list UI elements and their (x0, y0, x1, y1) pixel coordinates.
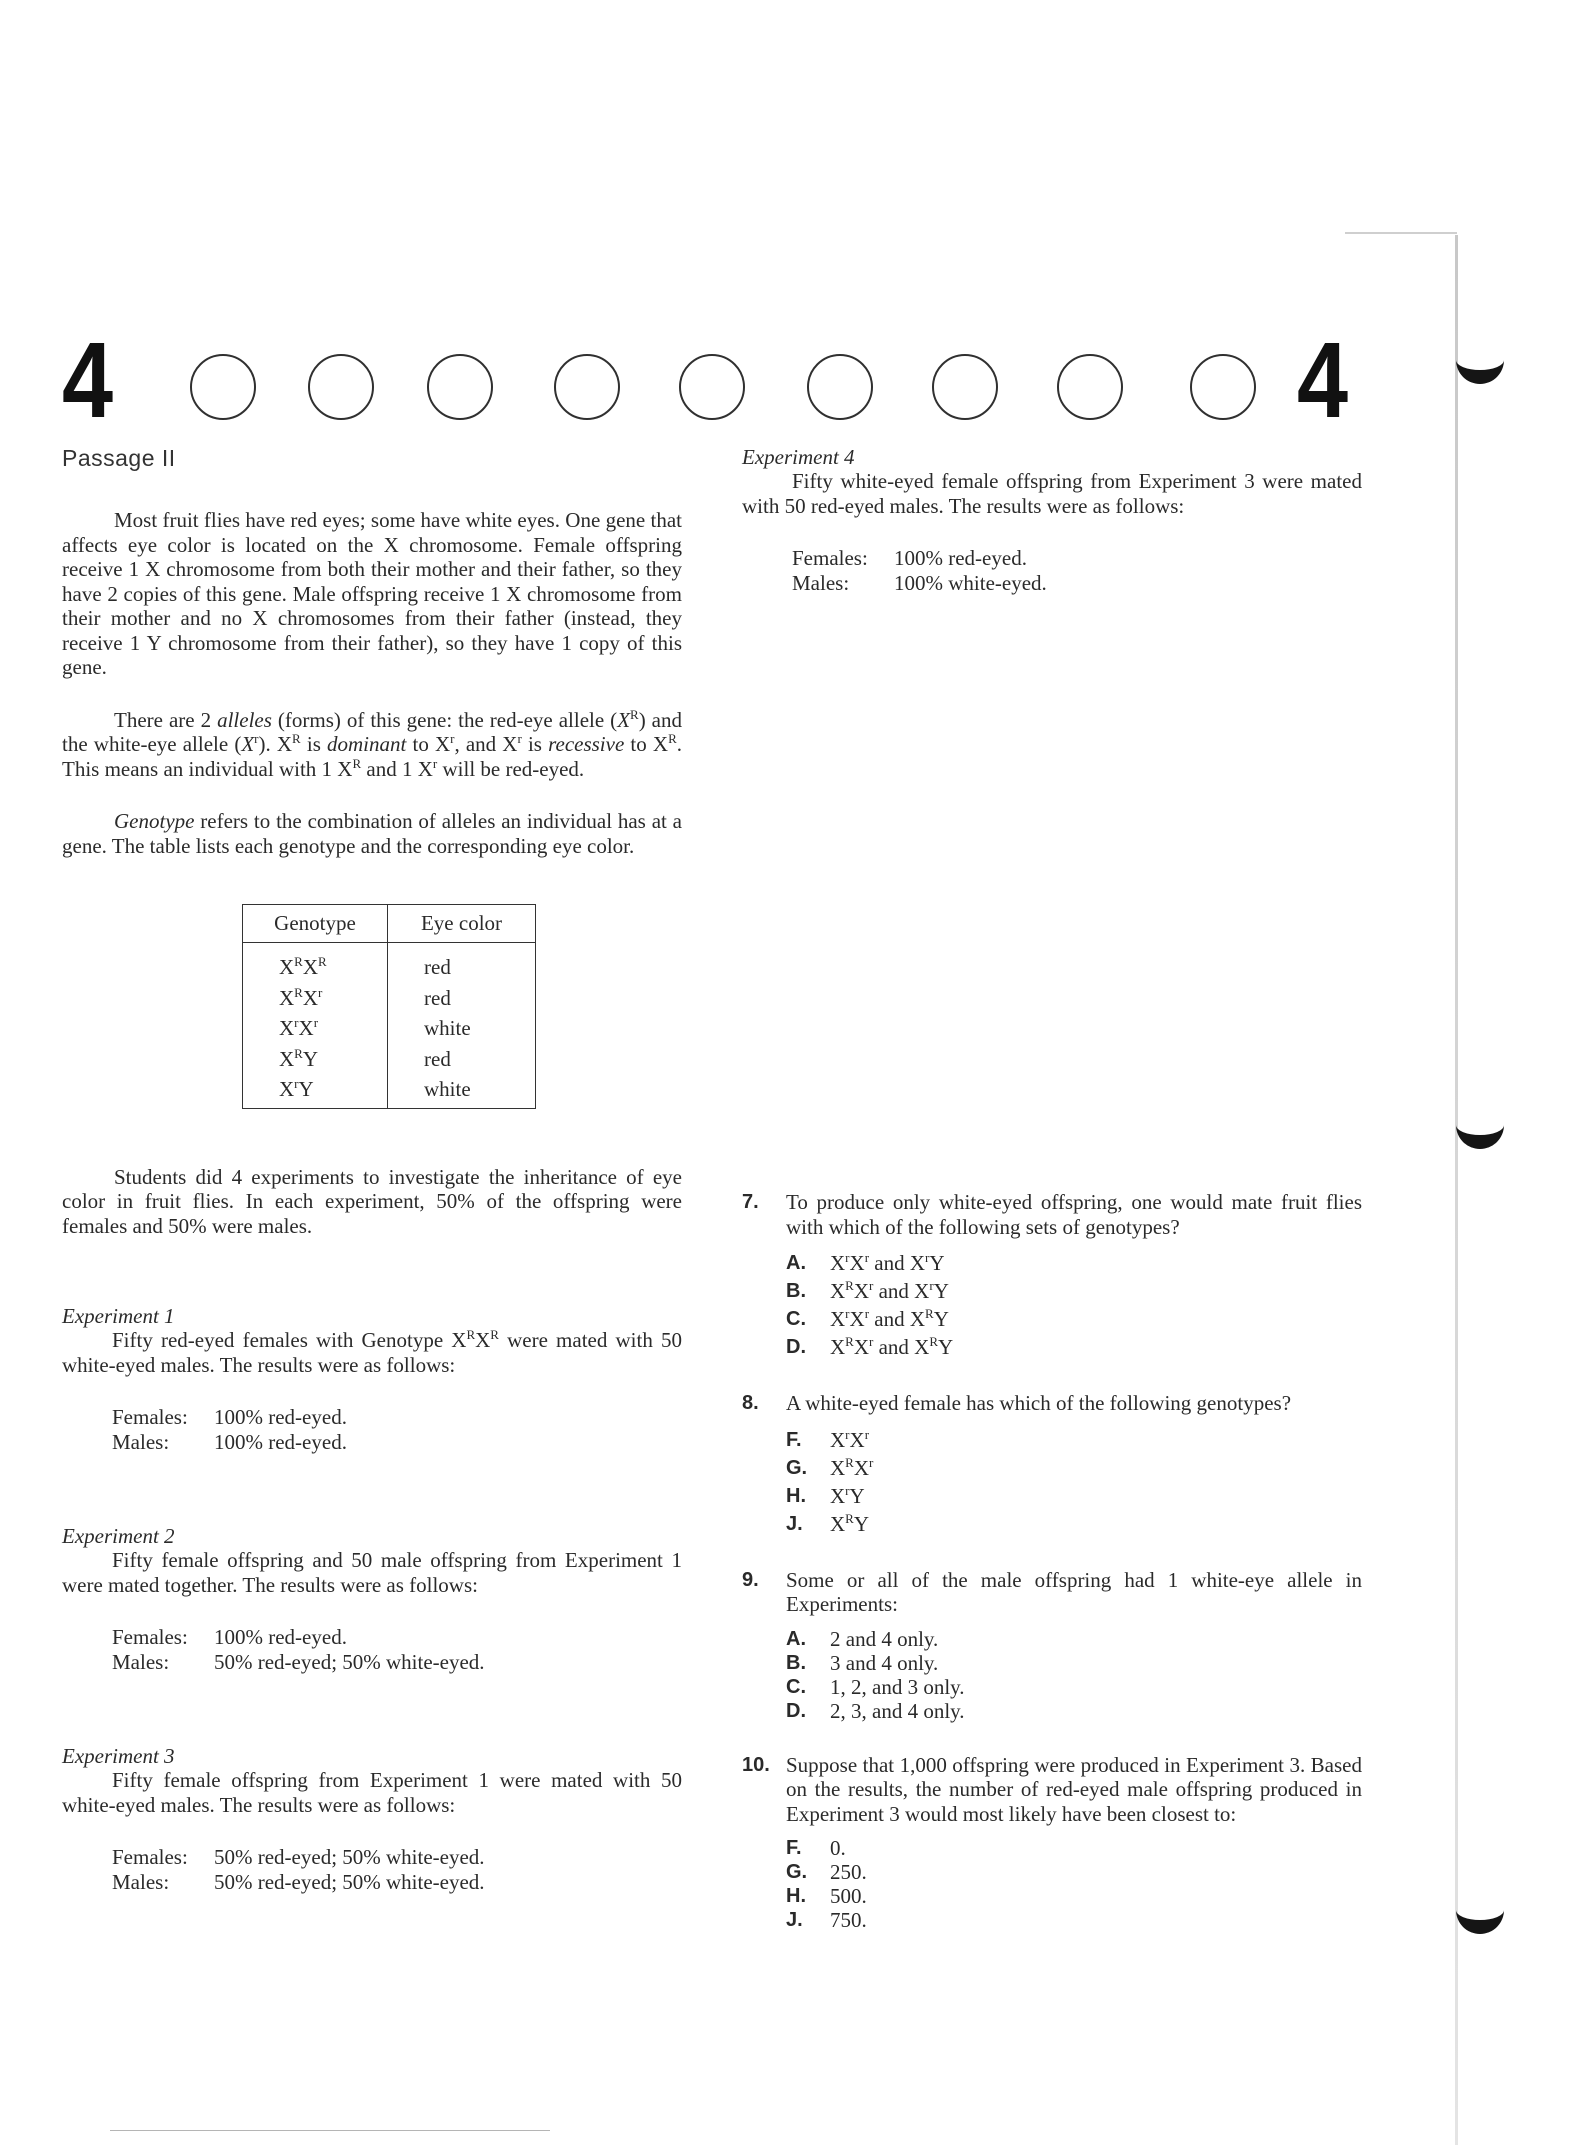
experiment-title: Experiment 3 (62, 1744, 175, 1768)
eye-color-cell: red (388, 943, 536, 983)
answer-option[interactable]: D. $X^RX^r$ and $X^RY$ (786, 1334, 954, 1359)
question-number: 8. (742, 1392, 759, 1414)
section-number-left: 4 (62, 319, 114, 440)
circle-icon (427, 354, 493, 420)
answer-option[interactable]: H. $X^rY$ (786, 1482, 865, 1508)
answer-options (786, 1627, 1362, 1723)
result-females: Females: 100% red-eyed. (112, 1625, 347, 1649)
experiment-description: Fifty red-eyed females with Genotype $X^RX^R$ were mated with 50 white-eyed males. The results were as follows: (62, 1327, 682, 1377)
question-number: 9. (742, 1568, 759, 1591)
section-header (62, 319, 1362, 440)
passage-paragraph-genotype: Genotype refers to the combination of alleles an individual has at a gene. The table lists each genotype and the corresponding eye color. (62, 809, 682, 858)
table-row (243, 1044, 536, 1075)
experiment-title: Experiment 1 (62, 1304, 175, 1328)
circle-icon (679, 354, 745, 420)
answer-options (786, 1249, 1362, 1361)
question-9 (742, 1568, 1362, 1723)
result-females: Females: 100% red-eyed. (112, 1405, 347, 1429)
answer-option[interactable]: A. $X^rX^r$ and $X^rY$ (786, 1250, 945, 1275)
question-10 (742, 1753, 1362, 1933)
section-number-right: 4 (1297, 319, 1349, 440)
answer-option[interactable]: A. 2 and 4 only. (786, 1626, 939, 1651)
circle-icon (190, 354, 256, 420)
question-stem: Suppose that 1,000 offspring were produced in Experiment 3. Based on the results, the number of red-eyed male offspring produced in Experiment 3 would most likely have been closest to: (786, 1752, 1362, 1826)
experiment-results (742, 546, 1362, 595)
answer-option[interactable]: G. 250. (786, 1860, 867, 1884)
page-edge-right (1455, 235, 1458, 2145)
eye-color-cell: white (388, 1074, 536, 1108)
table-header-eye-color: Eye color (388, 905, 536, 943)
circle-icon (807, 354, 873, 420)
binder-clip-icon (1456, 340, 1504, 384)
passage-paragraph-alleles: There are 2 alleles (forms) of this gene: the red-eye allele $(X^R)$ and the white-eye allele $(X^r)$. $X^R$ is dominant to $X^r$, and $X^r$ is recessive to $X^R$. This means an individual with 1 $X^R$ and 1 $X^r$ will be red-eyed. (62, 706, 682, 781)
passage-paragraph-experiments-intro: Students did 4 experiments to investigate the inheritance of eye color in fruit flies. In each experiment, 50% of the offspring were females and 50% were males. (62, 1164, 682, 1238)
experiment-4 (742, 445, 1362, 595)
experiment-title: Experiment 4 (742, 445, 855, 469)
table-row (243, 1074, 536, 1108)
genotype-table (242, 904, 536, 1109)
eye-color-cell: red (388, 983, 536, 1014)
answer-option[interactable]: G. $X^RX^r$ (786, 1454, 874, 1480)
passage-paragraph-intro: Most fruit flies have red eyes; some have white eyes. One gene that affects eye color is located on the X chromosome. Female offspring receive 1 X chromosome from both their mother and their father, so they have 2 copies of this gene. Male offspring receive 1 X chromosome from their mother and no X chromosomes from their father (instead, they receive 1 Y chromosome from their father), so they have 1 copy of this gene. (62, 508, 682, 679)
eye-color-cell: red (388, 1044, 536, 1075)
left-column (62, 445, 682, 1894)
question-7 (742, 1190, 1362, 1361)
table-row (243, 1013, 536, 1044)
binder-clip-icon (1456, 1105, 1504, 1149)
passage-title: Passage II (62, 445, 176, 471)
genotype-cell: $X^rX^r$ (243, 1013, 388, 1044)
result-males: Males: 100% red-eyed. (112, 1429, 347, 1454)
right-column (742, 445, 1362, 1932)
experiment-results (62, 1405, 682, 1454)
result-females: Females: 100% red-eyed. (792, 546, 1027, 570)
result-males: Males: 100% white-eyed. (792, 570, 1047, 595)
answer-option[interactable]: F. $X^rX^r$ (786, 1426, 870, 1452)
circle-icon (308, 354, 374, 420)
circle-icon (1057, 354, 1123, 420)
experiment-2 (62, 1524, 682, 1674)
answer-options (786, 1426, 1362, 1538)
question-8 (742, 1391, 1362, 1538)
experiment-1 (62, 1304, 682, 1454)
bottom-rule (110, 2130, 550, 2131)
genotype-cell: $X^RX^r$ (243, 983, 388, 1014)
question-stem: Some or all of the male offspring had 1 white-eye allele in Experiments: (786, 1567, 1362, 1616)
result-males: Males: 50% red-eyed; 50% white-eyed. (112, 1649, 485, 1674)
experiment-results (62, 1845, 682, 1894)
answer-option[interactable]: F. 0. (786, 1836, 846, 1860)
answer-options (786, 1836, 1362, 1932)
eye-color-cell: white (388, 1013, 536, 1044)
answer-option[interactable]: B. 3 and 4 only. (786, 1650, 939, 1675)
answer-option[interactable]: J. 750. (786, 1908, 867, 1932)
answer-option[interactable]: H. 500. (786, 1884, 867, 1908)
question-stem: To produce only white-eyed offspring, one would mate fruit flies with which of the following sets of genotypes? (786, 1190, 1362, 1239)
table-row (243, 983, 536, 1014)
result-females: Females: 50% red-eyed; 50% white-eyed. (112, 1845, 485, 1869)
table-row (243, 943, 536, 983)
circle-icon (1190, 354, 1256, 420)
answer-option[interactable]: C. $X^rX^r$ and $X^RY$ (786, 1306, 949, 1331)
result-males: Males: 50% red-eyed; 50% white-eyed. (112, 1869, 485, 1894)
page-edge-top (1345, 232, 1457, 234)
question-number: 7. (742, 1191, 759, 1213)
answer-option[interactable]: C. 1, 2, and 3 only. (786, 1674, 965, 1699)
experiment-description: Fifty white-eyed female offspring from Experiment 3 were mated with 50 red-eyed males. The results were as follows: (742, 469, 1362, 518)
question-number: 10. (742, 1753, 770, 1776)
circle-icon (932, 354, 998, 420)
experiment-description: Fifty female offspring from Experiment 1 were mated with 50 white-eyed males. The results were as follows: (62, 1768, 682, 1817)
experiment-description: Fifty female offspring and 50 male offspring from Experiment 1 were mated together. The results were as follows: (62, 1548, 682, 1597)
answer-option[interactable]: J. $X^RY$ (786, 1510, 870, 1536)
questions (742, 1190, 1362, 1962)
answer-option[interactable]: D. 2, 3, and 4 only. (786, 1698, 965, 1723)
experiment-results (62, 1625, 682, 1674)
question-stem: A white-eyed female has which of the following genotypes? (786, 1391, 1292, 1415)
binder-clip-icon (1456, 1890, 1504, 1934)
answer-option[interactable]: B. $X^RX^r$ and $X^rY$ (786, 1278, 949, 1303)
genotype-cell: $X^rY$ (243, 1074, 388, 1108)
genotype-cell: $X^RY$ (243, 1044, 388, 1075)
genotype-cell: $X^RX^R$ (243, 943, 388, 983)
experiment-title: Experiment 2 (62, 1524, 175, 1548)
circle-icon (554, 354, 620, 420)
table-header-genotype: Genotype (243, 905, 388, 943)
experiment-3 (62, 1744, 682, 1894)
